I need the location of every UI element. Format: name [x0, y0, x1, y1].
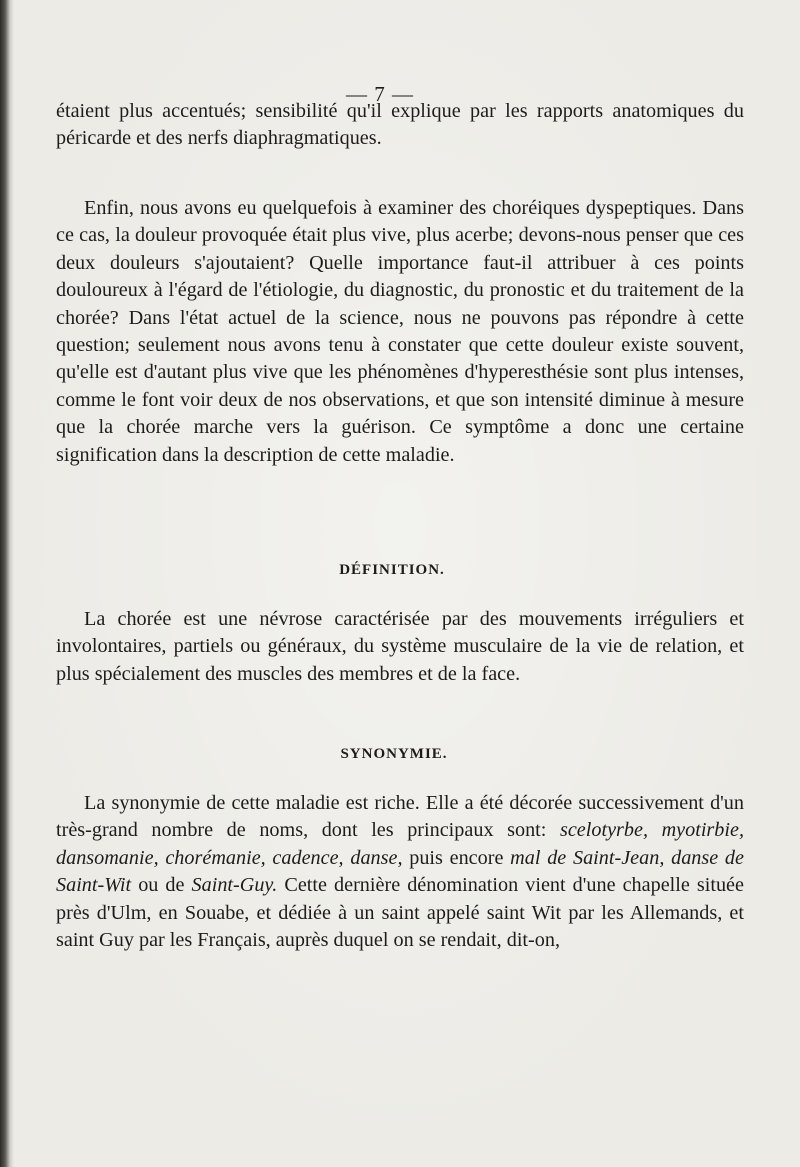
- section-heading-synonymy: SYNONYMIE.: [340, 746, 448, 762]
- synonym-list-2: mal de Saint-Jean, danse de Saint-Wit: [56, 846, 744, 897]
- section-heading-definition: DÉFINITION.: [339, 562, 445, 578]
- paragraph-continued: [56, 98, 744, 153]
- synonym-list-1: scelotyrbe, myotirbie, dansomanie, chorémanie, cadence, danse,: [56, 819, 744, 869]
- synonym-saint-guy: Saint-Guy.: [191, 874, 278, 897]
- binding-edge: [0, 0, 14, 1167]
- paragraph-definition: [56, 606, 744, 688]
- paragraph-text: [56, 790, 744, 954]
- synonymy-etymology: Cette dernière dénomination vient d'une chapelle située près d'Ulm, en Souabe, et dédiée à un saint appelé saint Wit par les Allemands, et saint Guy par les Français, auprès duquel on se rendait, dit-on,: [56, 874, 744, 952]
- paragraph-text: Enfin, nous avons eu quelquefois à examiner des choréiques dyspeptiques. Dans ce cas, la douleur provoquée était plus vive, plus acerbe; devons-nous penser que ces deux douleurs s'ajoutaient? Quelle importance faut-il attribuer à ces points douloureux à l'égard de l'étiologie, du diagnostic, du pronostic et du traitement de la chorée? Dans l'état actuel de la science, nous ne pouvons pas répondre à cette question; seulement nous avons tenu à constater que cette douleur existe souvent, qu'elle est d'autant plus vive que les phénomènes d'hyperesthésie sont plus intenses, comme le font voir deux de nos observations, et que son intensité diminue à mesure que la chorée marche vers la guérison. Ce symptôme a donc une certaine signification dans la description de cette maladie.: [56, 197, 744, 466]
- paragraph-synonymy: [56, 790, 744, 954]
- page-number: — 7 —: [346, 82, 414, 106]
- paragraph-dyspeptic-choreics: [56, 195, 744, 469]
- paragraph-text: étaient plus accentués; sensibilité qu'il explique par les rapports anatomiques du péricarde et des nerfs diaphragmatiques.: [56, 100, 744, 150]
- synonymy-connector: puis encore: [402, 846, 511, 869]
- synonymy-intro: La synonymie de cette maladie est riche. Elle a été décorée successivement d'un très-grand nombre de noms, dont les principaux sont:: [56, 792, 744, 842]
- synonymy-or: ou de: [131, 874, 192, 897]
- paragraph-text: La chorée est une névrose caractérisée par des mouvements irréguliers et involontaires, partiels ou généraux, du système musculaire de la vie de relation, et plus spécialement des muscles des membres et de la face.: [56, 608, 744, 685]
